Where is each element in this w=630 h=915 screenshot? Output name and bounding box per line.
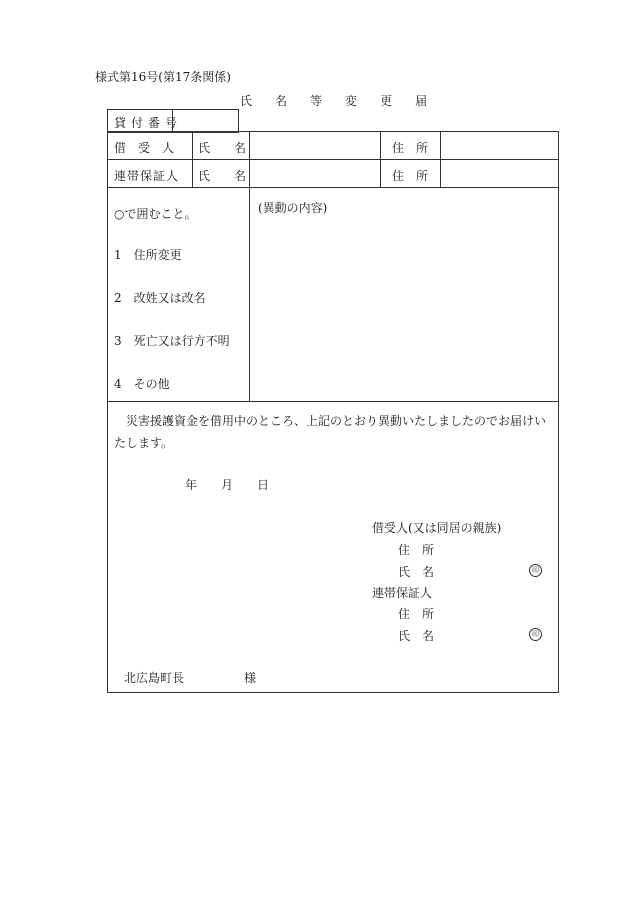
guarantor-role-label: 連帯保証人 bbox=[114, 169, 180, 183]
statement-text: 災害援護資金を借用中のところ、上記のとおり異動いたしましたのでお届けいたします。 bbox=[114, 414, 547, 450]
borrower-signature-heading: 借受人(又は同居の親族) bbox=[372, 521, 502, 535]
row-divider bbox=[107, 159, 558, 160]
col-divider bbox=[440, 131, 441, 187]
form-number: 様式第16号(第17条関係) bbox=[95, 70, 231, 84]
date-year-label: 年 bbox=[185, 478, 198, 492]
form-title bbox=[240, 92, 450, 109]
borrower-role-label: 借 受 人 bbox=[114, 141, 175, 155]
col-divider bbox=[380, 131, 381, 187]
borrower-name-field[interactable] bbox=[252, 133, 378, 157]
date-day-label: 日 bbox=[257, 478, 270, 492]
guarantor-address-label: 住 所 bbox=[392, 169, 429, 183]
guarantor-name-field[interactable] bbox=[252, 161, 378, 185]
borrower-address-label: 住 所 bbox=[392, 141, 429, 155]
borrower-name-label: 氏 名 bbox=[198, 141, 247, 155]
col-divider bbox=[192, 131, 193, 187]
guarantor-signature-name: 氏 名 bbox=[398, 629, 435, 643]
change-content-label: (異動の内容) bbox=[258, 201, 328, 215]
title-char: 等 bbox=[310, 94, 324, 108]
borrower-address-field[interactable] bbox=[443, 133, 555, 157]
circle-instruction: ○で囲むこと。 bbox=[114, 207, 197, 221]
date-month-label: 月 bbox=[221, 478, 234, 492]
title-char: 更 bbox=[380, 94, 394, 108]
title-char: 氏 bbox=[240, 94, 254, 108]
option-item[interactable]: 1 住所変更 bbox=[114, 248, 182, 262]
col-divider bbox=[249, 131, 250, 401]
row-divider bbox=[107, 187, 558, 188]
option-item[interactable]: 3 死亡又は行方不明 bbox=[114, 334, 230, 348]
option-item[interactable]: 4 その他 bbox=[114, 377, 170, 391]
addressee-name: 北広島町長 bbox=[124, 671, 185, 685]
borrower-signature-address: 住 所 bbox=[398, 543, 435, 557]
title-char: 変 bbox=[345, 94, 359, 108]
seal-mark: 印 bbox=[529, 628, 542, 641]
title-char: 名 bbox=[275, 94, 289, 108]
change-content-field[interactable] bbox=[252, 215, 554, 398]
loan-number-label: 貸付番号 bbox=[114, 116, 183, 130]
guarantor-signature-address: 住 所 bbox=[398, 607, 435, 621]
guarantor-name-label: 氏 名 bbox=[198, 169, 247, 183]
row-divider bbox=[107, 401, 558, 402]
option-item[interactable]: 2 改姓又は改名 bbox=[114, 291, 206, 305]
guarantor-address-field[interactable] bbox=[443, 161, 555, 185]
seal-mark: 印 bbox=[529, 564, 542, 577]
borrower-signature-name: 氏 名 bbox=[398, 565, 435, 579]
title-char: 届 bbox=[415, 94, 429, 108]
guarantor-signature-heading: 連帯保証人 bbox=[372, 586, 433, 600]
addressee-honorific: 様 bbox=[244, 671, 257, 685]
